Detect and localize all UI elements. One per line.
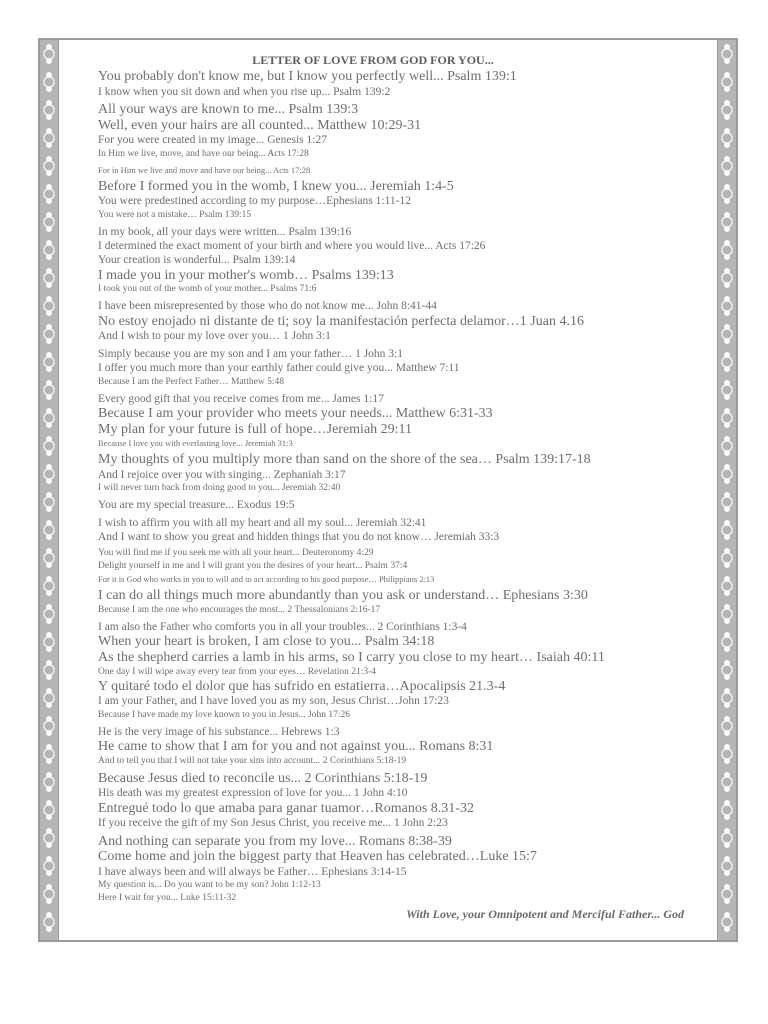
- letter-line: I have always been and will always be Father… Ephesians 3:14-15: [98, 865, 407, 878]
- letter-line: My plan for your future is full of hope…Jeremiah 29:11: [98, 421, 413, 437]
- letter-line: He came to show that I am for you and not against you... Romans 8:31: [98, 739, 494, 755]
- letter-line: I am your Father, and I have loved you as my son, Jesus Christ…John 17:23: [98, 695, 449, 708]
- letter-line: He is the very image of his substance... Hebrews 1:3: [98, 725, 340, 738]
- letter-line: If you receive the gift of my Son Jesus Christ, you receive me... 1 John 2:23: [98, 817, 448, 830]
- letter-title: LETTER OF LOVE FROM GOD FOR YOU...: [252, 53, 494, 67]
- left-floral-border: [40, 40, 59, 940]
- letter-line: I made you in your mother's womb… Psalms 139:13: [98, 267, 394, 283]
- letter-line: No estoy enojado ni distante de ti; soy la manifestación perfecta delamor…1 Juan 4.16: [98, 313, 584, 329]
- letter-line: Every good gift that you receive comes from me... James 1:17: [98, 392, 384, 405]
- letter-line: You will find me if you seek me with all your heart... Deuteronomy 4:29: [98, 548, 374, 559]
- letter-line: I will never turn back from doing good to you... Jeremiah 32:40: [98, 483, 341, 494]
- letter-line: Y quitaré todo el dolor que has sufrido en estatierra…Apocalipsis 21.3-4: [98, 678, 506, 694]
- letter-line: Before I formed you in the womb, I knew you... Jeremiah 1:4-5: [98, 178, 454, 194]
- letter-line: One day I will wipe away every tear from your eyes… Revelation 21:3-4: [98, 666, 377, 677]
- letter-line: Here I wait for you... Luke 15:11-32: [98, 893, 237, 904]
- letter-line: I took you out of the womb of your mother... Psalms 71:6: [98, 284, 317, 295]
- letter-line: Come home and join the biggest party that Heaven has celebrated…Luke 15:7: [98, 849, 537, 865]
- letter-line: You are my special treasure... Exodus 19:5: [98, 499, 295, 512]
- letter-line: As the shepherd carries a lamb in his arms, so I carry you close to my heart… Isaiah 40:11: [98, 650, 605, 666]
- letter-line: Your creation is wonderful... Psalm 139:14: [98, 254, 296, 267]
- letter-line: I know when you sit down and when you rise up... Psalm 139:2: [98, 85, 391, 98]
- letter-line: I wish to affirm you with all my heart and all my soul... Jeremiah 32:41: [98, 516, 427, 529]
- right-floral-border: [717, 40, 736, 940]
- letter-line: I determined the exact moment of your birth and where you would live... Acts 17:26: [98, 240, 486, 252]
- letter-line: For you were created in my image... Genesis 1:27: [98, 134, 327, 147]
- letter-line: I offer you much more than your earthly father could give you... Matthew 7:11: [98, 362, 460, 375]
- letter-line: I am also the Father who comforts you in all your troubles... 2 Corinthians 1:3-4: [98, 621, 467, 634]
- letter-line: Because I am your provider who meets your needs... Matthew 6:31-33: [98, 406, 493, 422]
- letter-line: All your ways are known to me... Psalm 139:3: [98, 102, 359, 117]
- letter-line: And to tell you that I will not take your sins into account... 2 Corinthians 5:18-19: [98, 755, 407, 766]
- letter-line: Because I love you with everlasting love... Jeremiah 31:3: [98, 438, 293, 449]
- letter-line: For it is God who works in you to will and to act according to his good purpose… Philippians 2:13: [98, 574, 435, 585]
- letter-line: Because I am the Perfect Father… Matthew 5:48: [98, 376, 284, 387]
- letter-line: I have been misrepresented by those who do not know me... John 8:41-44: [98, 300, 437, 313]
- letter-line: For in Him we live and move and have our being... Acts 17:28: [98, 164, 311, 175]
- letter-line: And I rejoice over you with singing... Zephaniah 3:17: [98, 468, 346, 481]
- letter-frame: [38, 38, 738, 942]
- letter-line: Simply because you are my son and I am your father… 1 John 3:1: [98, 347, 404, 360]
- letter-line: And I wish to pour my love over you… 1 John 3:1: [98, 330, 331, 343]
- letter-line: Delight yourself in me and I will grant you the desires of your heart... Psalm 37:4: [98, 561, 408, 572]
- letter-line: In my book, all your days were written... Psalm 139:16: [98, 225, 352, 238]
- letter-line: And nothing can separate you from my love... Romans 8:38-39: [98, 833, 452, 849]
- letter-line: My question is... Do you want to be my son? John 1:12-13: [98, 880, 321, 891]
- letter-line: When your heart is broken, I am close to you... Psalm 34:18: [98, 634, 435, 650]
- letter-line: I can do all things much more abundantly than you ask or understand… Ephesians 3:30: [98, 588, 588, 604]
- letter-body: [98, 53, 684, 922]
- letter-line: Entregué todo lo que amaba para ganar tuamor…Romanos 8.31-32: [98, 800, 474, 816]
- letter-line: Well, even your hairs are all counted... Matthew 10:29-31: [98, 117, 422, 133]
- letter-line: In Him we live, move, and have our being... Acts 17:28: [98, 148, 309, 159]
- letter-signature: With Love, your Omnipotent and Merciful Father... God: [406, 907, 684, 922]
- letter-line: His death was my greatest expression of love for you... 1 John 4:10: [98, 787, 408, 800]
- letter-line: Because I am the one who encourages the most... 2 Thessalonians 2:16-17: [98, 605, 381, 616]
- letter-line: My thoughts of you multiply more than sand on the shore of the sea… Psalm 139:17-18: [98, 452, 591, 468]
- letter-line: You were not a mistake… Psalm 139:15: [98, 209, 252, 220]
- letter-line: And I want to show you great and hidden things that you do not know… Jeremiah 33:3: [98, 531, 500, 544]
- letter-line: You were predestined according to my purpose…Ephesians 1:11-12: [98, 195, 411, 208]
- letter-line: Because I have made my love known to you in Jesus... John 17:26: [98, 709, 350, 720]
- letter-line: You probably don't know me, but I know you perfectly well... Psalm 139:1: [98, 69, 517, 84]
- letter-line: Because Jesus died to reconcile us... 2 Corinthians 5:18-19: [98, 770, 428, 786]
